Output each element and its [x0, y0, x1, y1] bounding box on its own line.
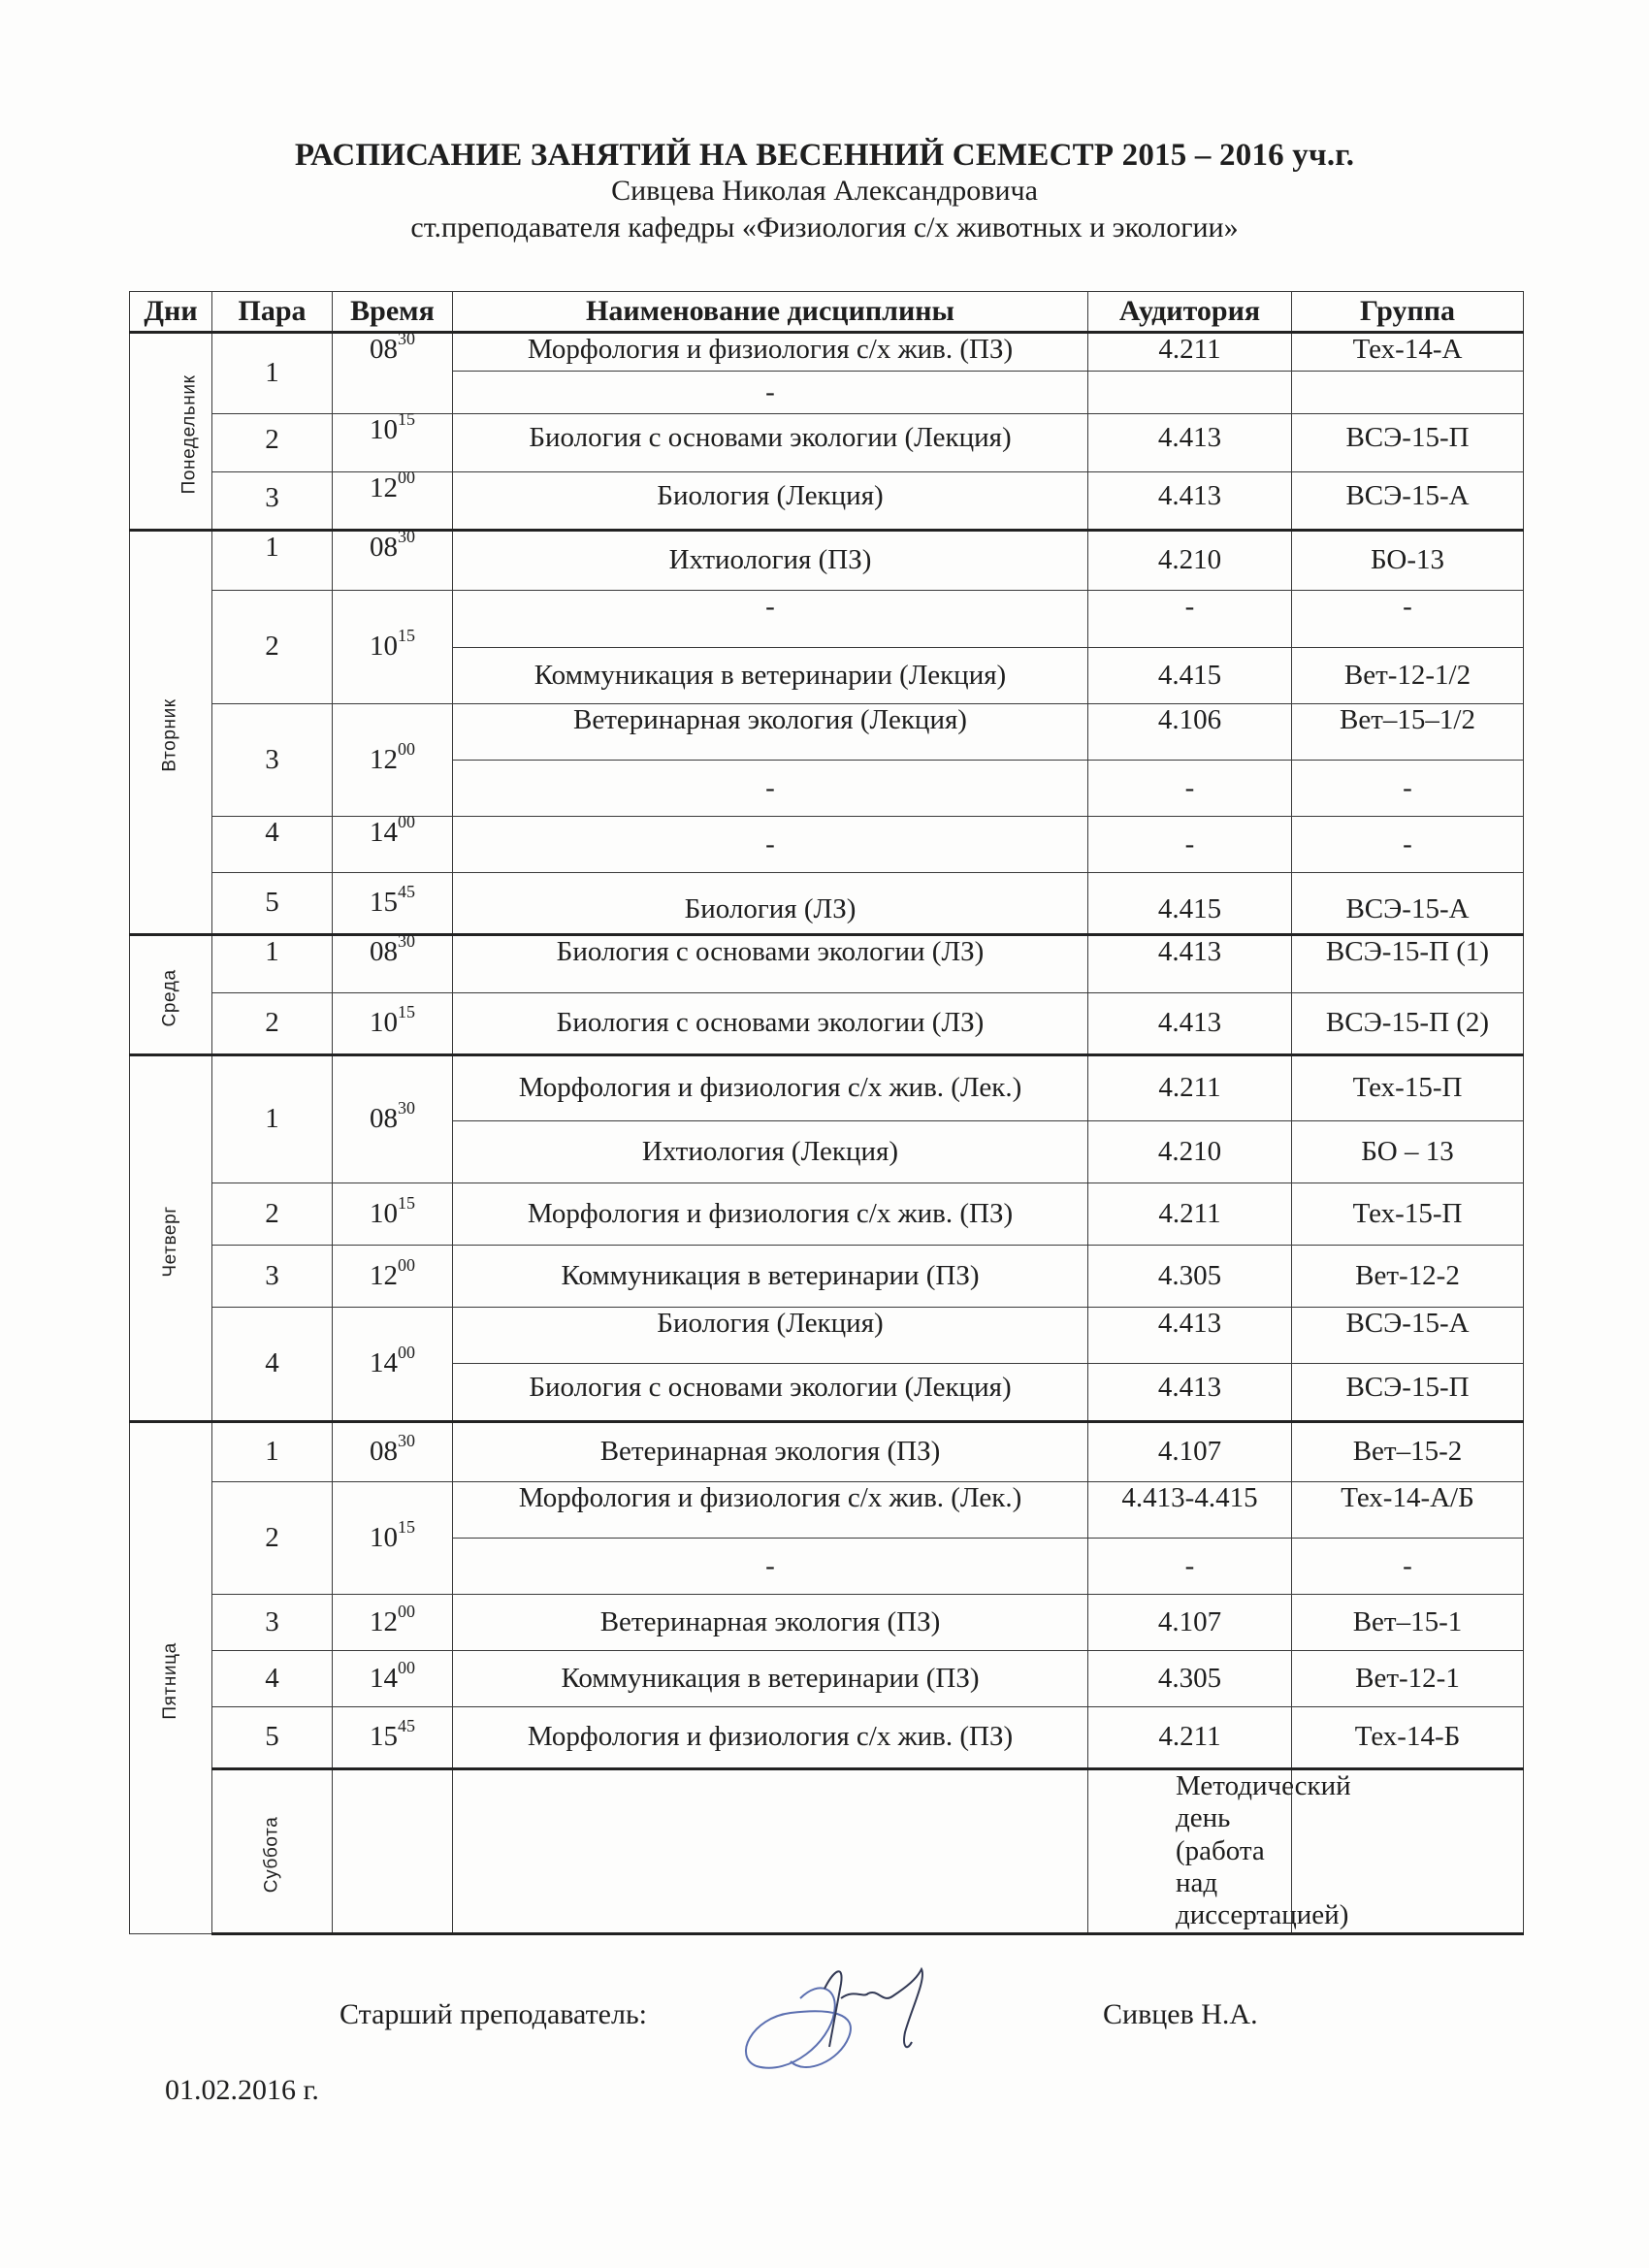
para-cell: [333, 1769, 453, 1934]
discipline-cell: Морфология и физиология с/х жив. (Лек.): [453, 1055, 1088, 1121]
group-cell: Вет-12-2: [1292, 1246, 1524, 1308]
day-label: Понедельник: [178, 374, 200, 495]
table-row: [130, 333, 1524, 372]
para-cell: 5: [212, 1707, 333, 1769]
discipline-cell: Биология с основами экологии (Лекция): [453, 414, 1088, 472]
room-cell: 4.415: [1088, 873, 1292, 935]
day-cell-wednesday: [130, 935, 212, 1055]
table-row: [130, 817, 1524, 873]
discipline-cell: Биология (Лекция): [453, 472, 1088, 531]
discipline-cell: Ихтиология (Лекция): [453, 1121, 1088, 1183]
room-cell: -: [1088, 1539, 1292, 1595]
col-header-room: Аудитория: [1088, 292, 1292, 333]
room-cell: 4.106: [1088, 704, 1292, 761]
table-row: [130, 1595, 1524, 1651]
day-cell-saturday: [212, 1769, 333, 1934]
time-cell: $12^{00}$: [333, 704, 453, 817]
day-label: Пятница: [160, 1642, 181, 1720]
time-cell: $10^{15}$: [333, 591, 453, 704]
table-row: [130, 591, 1524, 648]
group-cell: Вет–15-1: [1292, 1595, 1524, 1651]
day-cell-thursday: [130, 1055, 212, 1422]
para-cell: 2: [212, 414, 333, 472]
group-cell: Вет–15–1/2: [1292, 704, 1524, 761]
room-cell: 4.413: [1088, 935, 1292, 993]
room-cell: 4.415: [1088, 648, 1292, 704]
discipline-cell: Методический день (работа над диссертацией): [1088, 1769, 1292, 1934]
discipline-cell: Ихтиология (ПЗ): [453, 531, 1088, 591]
discipline-cell: Коммуникация в ветеринарии (ПЗ): [453, 1246, 1088, 1308]
para-cell: 3: [212, 1246, 333, 1308]
day-cell-monday: [130, 333, 212, 531]
col-header-para: Пара: [212, 292, 333, 333]
document-title: РАСПИСАНИЕ ЗАНЯТИЙ НА ВЕСЕННИЙ СЕМЕСТР 2015 – 2016 уч.г.: [294, 138, 1355, 173]
group-cell: -: [1292, 761, 1524, 817]
para-cell: 2: [212, 591, 333, 704]
discipline-cell: Биология с основами экологии (ЛЗ): [453, 993, 1088, 1055]
table-row: [130, 873, 1524, 935]
time-cell: $14^{00}$: [333, 1651, 453, 1707]
group-cell: Тех-14-Б: [1292, 1707, 1524, 1769]
para-cell: 1: [212, 935, 333, 993]
discipline-cell: Биология (ЛЗ): [453, 873, 1088, 935]
para-cell: 1: [212, 531, 333, 591]
room-cell: -: [1088, 591, 1292, 648]
time-cell: [453, 1769, 1088, 1934]
group-cell: ВСЭ-15-П: [1292, 1364, 1524, 1422]
group-cell: -: [1292, 591, 1524, 648]
discipline-cell: Биология с основами экологии (Лекция): [453, 1364, 1088, 1422]
table-row: [130, 1055, 1524, 1121]
col-header-discipline: Наименование дисциплины: [453, 292, 1088, 333]
table-row: [130, 1651, 1524, 1707]
table-row: [130, 1422, 1524, 1482]
table-row: [130, 935, 1524, 993]
time-cell: $08^{30}$: [333, 333, 453, 414]
teacher-name: Сивцева Николая Александровича: [611, 175, 1038, 207]
group-cell: БО – 13: [1292, 1121, 1524, 1183]
table-row: [130, 1308, 1524, 1364]
day-cell-friday: [130, 1422, 212, 1934]
discipline-cell: Коммуникация в ветеринарии (ПЗ): [453, 1651, 1088, 1707]
discipline-cell: -: [453, 372, 1088, 414]
room-cell: 4.413: [1088, 993, 1292, 1055]
day-label: Четверг: [160, 1206, 181, 1278]
room-cell: 4.305: [1088, 1246, 1292, 1308]
signature-icon: [732, 1960, 965, 2086]
time-cell: $08^{30}$: [333, 1422, 453, 1482]
table-row: [130, 1183, 1524, 1246]
table-row: [130, 704, 1524, 761]
department-line: ст.преподавателя кафедры «Физиология с/х животных и экологии»: [410, 211, 1239, 243]
group-cell: ВСЭ-15-П (1): [1292, 935, 1524, 993]
time-cell: $12^{00}$: [333, 472, 453, 531]
discipline-cell: Морфология и физиология с/х жив. (ПЗ): [453, 333, 1088, 372]
group-cell: -: [1292, 1539, 1524, 1595]
group-cell: Вет-12-1: [1292, 1651, 1524, 1707]
time-cell: $08^{30}$: [333, 1055, 453, 1183]
discipline-cell: -: [453, 761, 1088, 817]
day-label: Вторник: [160, 698, 181, 772]
room-cell: 4.413: [1088, 1364, 1292, 1422]
schedule-table: [129, 291, 1524, 1935]
time-cell: $10^{15}$: [333, 1482, 453, 1595]
discipline-cell: Ветеринарная экология (ПЗ): [453, 1595, 1088, 1651]
para-cell: 4: [212, 817, 333, 873]
discipline-cell: Ветеринарная экология (Лекция): [453, 704, 1088, 761]
time-cell: $08^{30}$: [333, 531, 453, 591]
group-cell: Вет-12-1/2: [1292, 648, 1524, 704]
time-cell: $14^{00}$: [333, 1308, 453, 1422]
discipline-cell: Морфология и физиология с/х жив. (Лек.): [453, 1482, 1088, 1539]
time-cell: $12^{00}$: [333, 1246, 453, 1308]
day-cell-tuesday: [130, 531, 212, 935]
table-header-row: [130, 292, 1524, 333]
room-cell: 4.211: [1088, 333, 1292, 372]
table-row: [130, 531, 1524, 591]
table-row: [130, 472, 1524, 531]
room-cell: [1088, 372, 1292, 414]
discipline-cell: Морфология и физиология с/х жив. (ПЗ): [453, 1183, 1088, 1246]
group-cell: [1292, 372, 1524, 414]
time-cell: $08^{30}$: [333, 935, 453, 993]
para-cell: 1: [212, 333, 333, 414]
table-row: [130, 993, 1524, 1055]
room-cell: 4.413: [1088, 1308, 1292, 1364]
group-cell: ВСЭ-15-П: [1292, 414, 1524, 472]
room-cell: 4.107: [1088, 1422, 1292, 1482]
time-cell: $12^{00}$: [333, 1595, 453, 1651]
group-cell: ВСЭ-15-А: [1292, 1308, 1524, 1364]
discipline-cell: Морфология и физиология с/х жив. (ПЗ): [453, 1707, 1088, 1769]
para-cell: 3: [212, 1595, 333, 1651]
discipline-cell: -: [453, 1539, 1088, 1595]
document-date: 01.02.2016 г.: [165, 2074, 319, 2106]
room-cell: 4.107: [1088, 1595, 1292, 1651]
time-cell: $10^{15}$: [333, 993, 453, 1055]
para-cell: 2: [212, 1482, 333, 1595]
discipline-cell: Коммуникация в ветеринарии (Лекция): [453, 648, 1088, 704]
room-cell: 4.413: [1088, 414, 1292, 472]
position-label: Старший преподаватель:: [340, 1998, 647, 2030]
day-label: Суббота: [261, 1816, 282, 1893]
time-cell: $10^{15}$: [333, 1183, 453, 1246]
room-cell: 4.211: [1088, 1707, 1292, 1769]
group-cell: ВСЭ-15-А: [1292, 873, 1524, 935]
table-row: [130, 1707, 1524, 1769]
group-cell: БО-13: [1292, 531, 1524, 591]
time-cell: $10^{15}$: [333, 414, 453, 472]
day-label: Среда: [160, 969, 181, 1027]
room-cell: 4.305: [1088, 1651, 1292, 1707]
group-cell: Тех-15-П: [1292, 1055, 1524, 1121]
para-cell: 1: [212, 1422, 333, 1482]
room-cell: -: [1088, 817, 1292, 873]
room-cell: -: [1088, 761, 1292, 817]
para-cell: 3: [212, 472, 333, 531]
col-header-time: Время: [333, 292, 453, 333]
discipline-cell: Ветеринарная экология (ПЗ): [453, 1422, 1088, 1482]
time-cell: $15^{45}$: [333, 873, 453, 935]
table-row: [130, 1482, 1524, 1539]
time-cell: $15^{45}$: [333, 1707, 453, 1769]
para-cell: 1: [212, 1055, 333, 1183]
room-cell: 4.210: [1088, 531, 1292, 591]
para-cell: 2: [212, 993, 333, 1055]
room-cell: 4.413-4.415: [1088, 1482, 1292, 1539]
para-cell: 3: [212, 704, 333, 817]
time-cell: $14^{00}$: [333, 817, 453, 873]
col-header-group: Группа: [1292, 292, 1524, 333]
para-cell: 4: [212, 1308, 333, 1422]
group-cell: -: [1292, 817, 1524, 873]
group-cell: Тех-14-А/Б: [1292, 1482, 1524, 1539]
table-row: [130, 414, 1524, 472]
group-cell: ВСЭ-15-А: [1292, 472, 1524, 531]
room-cell: 4.413: [1088, 472, 1292, 531]
discipline-cell: Биология (Лекция): [453, 1308, 1088, 1364]
room-cell: 4.211: [1088, 1055, 1292, 1121]
discipline-cell: Биология с основами экологии (ЛЗ): [453, 935, 1088, 993]
table-row: [130, 1769, 1524, 1934]
group-cell: Вет–15-2: [1292, 1422, 1524, 1482]
room-cell: 4.211: [1088, 1183, 1292, 1246]
signer-name: Сивцев Н.А.: [1103, 1998, 1258, 2030]
discipline-cell: -: [453, 817, 1088, 873]
group-cell: Тех-14-А: [1292, 333, 1524, 372]
discipline-cell: -: [453, 591, 1088, 648]
room-cell: 4.210: [1088, 1121, 1292, 1183]
table-row: [130, 1246, 1524, 1308]
para-cell: 5: [212, 873, 333, 935]
para-cell: 4: [212, 1651, 333, 1707]
col-header-days: Дни: [130, 292, 212, 333]
group-cell: ВСЭ-15-П (2): [1292, 993, 1524, 1055]
para-cell: 2: [212, 1183, 333, 1246]
group-cell: Тех-15-П: [1292, 1183, 1524, 1246]
